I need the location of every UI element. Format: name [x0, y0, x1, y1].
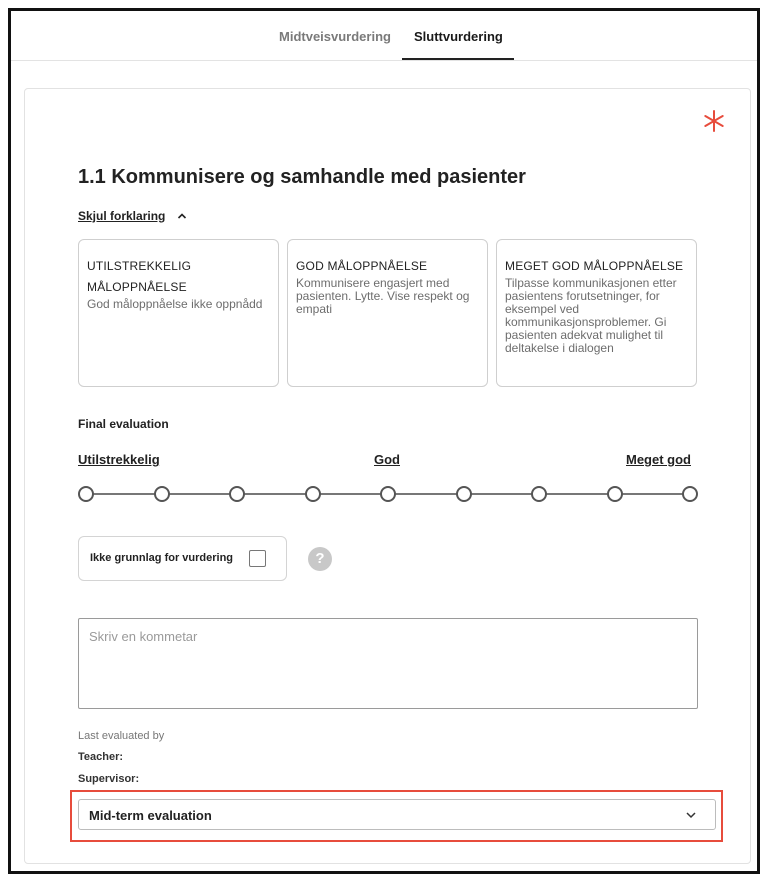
final-evaluation-label: Final evaluation: [78, 417, 169, 431]
active-tab-indicator: [402, 58, 514, 60]
rating-option[interactable]: [607, 486, 623, 502]
rating-option[interactable]: [229, 486, 245, 502]
no-basis-checkbox[interactable]: [249, 550, 266, 567]
level-box-utilstrekkelig: [78, 239, 279, 387]
chevron-down-icon: [685, 810, 697, 820]
app-frame: [8, 8, 760, 874]
chevron-up-icon: [177, 211, 187, 221]
rating-option[interactable]: [531, 486, 547, 502]
comment-field[interactable]: [78, 618, 698, 709]
teacher-label: Teacher:: [78, 751, 124, 763]
level-heading: UTILSTREKKELIG MÅLOPPNÅELSE: [87, 259, 192, 294]
rating-option[interactable]: [456, 486, 472, 502]
level-description: God måloppnåelse ikke oppnådd: [87, 297, 263, 311]
supervisor-label: Supervisor:: [78, 773, 140, 785]
last-evaluated-label: Last evaluated by: [78, 730, 165, 742]
scale-label-mid[interactable]: God: [374, 452, 400, 467]
toggle-explanation-label: Skjul forklaring: [78, 209, 166, 223]
tab-midtveisvurdering[interactable]: Midtveisvurdering: [279, 29, 391, 44]
tab-sluttvurdering[interactable]: Sluttvurdering: [414, 29, 503, 44]
page-title: 1.1 Kommunisere og samhandle med pasienter: [78, 166, 526, 188]
level-heading: GOD MÅLOPPNÅELSE: [296, 259, 428, 273]
rating-scale[interactable]: [78, 483, 698, 505]
level-box-god: [287, 239, 488, 387]
rating-option[interactable]: [682, 486, 698, 502]
rating-option[interactable]: [154, 486, 170, 502]
scale-label-high[interactable]: Meget god: [626, 452, 691, 467]
tab-bar: [11, 11, 757, 61]
evaluation-type-value: Mid-term evaluation: [89, 808, 212, 823]
rating-option[interactable]: [78, 486, 94, 502]
level-descriptions: [78, 239, 698, 387]
level-description: Tilpasse kommunikasjonen etter pasientens forutsetninger, for eksempel ved kommunikasjonsproblemer. Gi pasienten adekvat mulighet til deltakelse i dialogen: [505, 276, 677, 355]
level-description: Kommunisere engasjert med pasienten. Lytte. Vise respekt og empati: [296, 276, 470, 316]
no-basis-option[interactable]: [78, 536, 287, 581]
rating-option[interactable]: [305, 486, 321, 502]
question-mark-icon[interactable]: ?: [308, 547, 332, 571]
no-basis-label: Ikke grunnlag for vurdering: [90, 552, 234, 564]
level-box-meget-god: [496, 239, 697, 387]
scale-label-low[interactable]: Utilstrekkelig: [78, 452, 160, 467]
rating-option[interactable]: [380, 486, 396, 502]
toggle-explanation-button[interactable]: [78, 209, 187, 223]
evaluation-type-select[interactable]: [78, 799, 716, 830]
level-heading: MEGET GOD MÅLOPPNÅELSE: [505, 259, 684, 273]
asterisk-icon: [702, 109, 726, 133]
evaluation-card: [24, 88, 751, 864]
